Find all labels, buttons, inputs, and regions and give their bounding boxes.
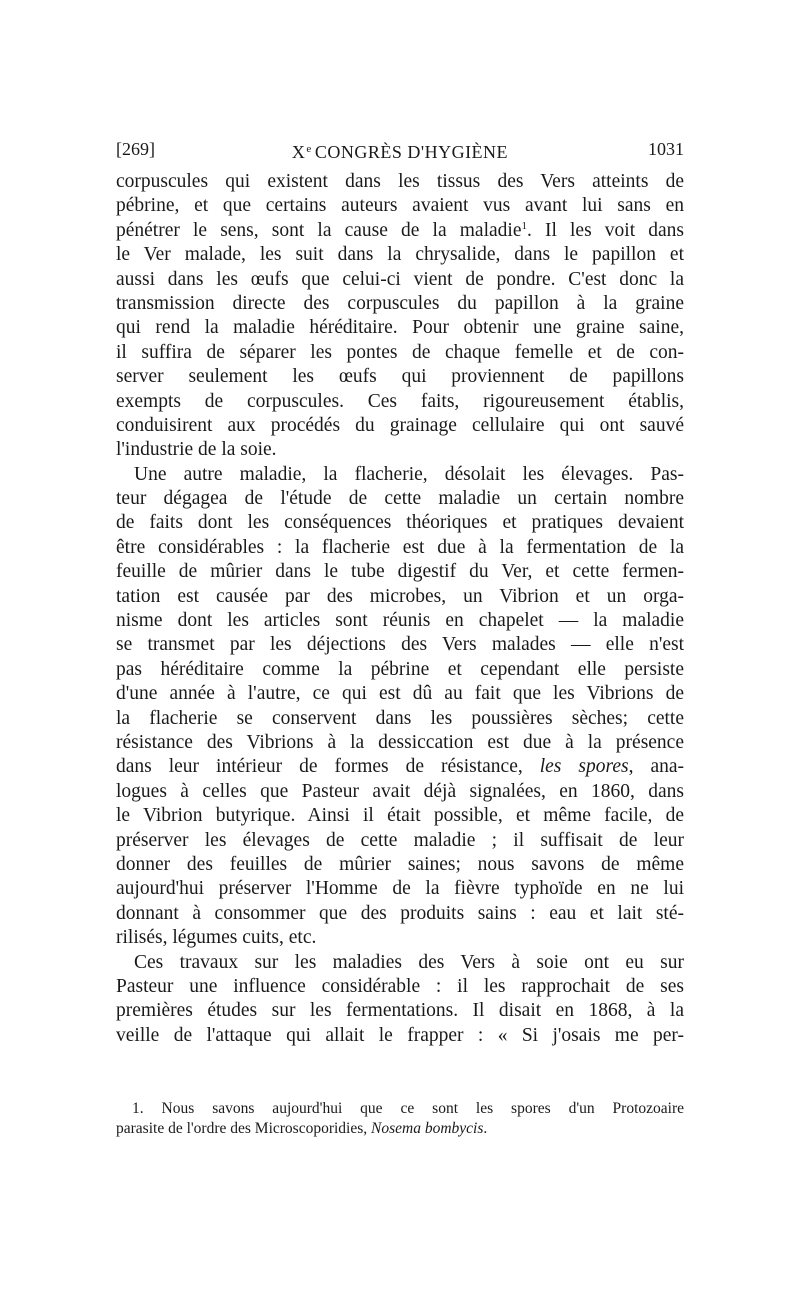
text-line: tation est causée par des microbes, un Vibrion et un orga- [116, 585, 684, 607]
text-line: le Vibrion butyrique. Ainsi il était possible, et même facile, de [116, 805, 684, 827]
text-line: corpuscules qui existent dans les tissus des Vers atteints de [116, 171, 684, 192]
text-line: pas héréditaire comme la pébrine et cependant elle persiste [116, 658, 684, 680]
text-line: veille de l'attaque qui allait le frapper : « Si j'osais me per- [116, 1024, 684, 1046]
text-line: exempts de corpuscules. Ces faits, rigoureusement établis, [116, 390, 684, 412]
text-line: Une autre maladie, la flacherie, désolait les élevages. Pas- [134, 463, 684, 485]
text-line: Pasteur une influence considérable : il les rapprochait de ses [116, 975, 684, 997]
footnote-line [116, 1119, 684, 1139]
footnote-line [116, 1099, 684, 1119]
italic-term: les spores [539, 756, 629, 778]
text-line: qui rend la maladie héréditaire. Pour obtenir une graine saine, [116, 317, 684, 339]
text-line: le Ver malade, les suit dans la chrysalide, dans le papillon et [116, 244, 684, 266]
text-fragment: pénétrer le sens, sont la cause de la maladie [116, 219, 522, 241]
text-line: premières études sur les fermentations. Il disait en 1868, à la [116, 1000, 684, 1022]
text-line: il suffira de séparer les pontes de chaque femelle et de con- [116, 341, 684, 363]
text-line [116, 755, 684, 779]
page-reference: [269] [116, 139, 155, 159]
text-line: aujourd'hui préserver l'Homme de la fièvre typhoïde en ne lui [116, 878, 684, 900]
footnote-text: . [483, 1120, 488, 1137]
text-line: nisme dont les articles sont réunis en chapelet — la maladie [116, 610, 684, 632]
text-line: résistance des Vibrions à la dessiccation est due à la présence [116, 731, 684, 753]
text-line: logues à celles que Pasteur avait déjà signalées, en 1860, dans [116, 780, 684, 802]
text-fragment: dans leur intérieur de formes de résistance, [116, 756, 540, 778]
text-line: transmission directe des corpuscules du papillon à la graine [116, 292, 684, 314]
text-line: de faits dont les conséquences théoriques et pratiques devaient [116, 512, 684, 534]
text-line: feuille de mûrier dans le tube digestif du Ver, et cette fermen- [116, 561, 684, 583]
footnote-text: parasite de l'ordre des Microscoporidies, [116, 1120, 372, 1137]
text-line: server seulement les œufs qui proviennent de papillons [116, 366, 684, 388]
page-number: 1031 [648, 139, 684, 159]
text-fragment: . Il les voit dans [526, 219, 684, 241]
text-line: teur dégagea de l'étude de cette maladie un certain nombre [116, 488, 684, 510]
running-title-text: CONGRÈS D'HYGIÈNE [314, 142, 509, 162]
text-line: pébrine, et que certains auteurs avaient vus avant lui sans en [116, 195, 684, 217]
footnote [116, 1099, 684, 1139]
running-title-prefix: X [291, 142, 306, 162]
text-line: aussi dans les œufs que celui-ci vient de pondre. C'est donc la [116, 268, 684, 290]
footnote-marker: 1 [521, 219, 527, 232]
running-title-superscript: e [306, 143, 312, 155]
text-line: rilisés, légumes cuits, etc. [116, 927, 317, 949]
footnote-text: Nous savons aujourd'hui que ce sont les spores d'un Protozoaire [161, 1100, 684, 1117]
text-line: préserver les élevages de cette maladie ; il suffisait de leur [116, 829, 684, 851]
text-line [116, 219, 684, 243]
italic-term: Nosema bombycis [371, 1120, 484, 1137]
text-line: être considérables : la flacherie est due à la fermentation de la [116, 536, 684, 558]
text-line: Ces travaux sur les maladies des Vers à soie ont eu sur [134, 951, 684, 973]
footnote-number: 1. [132, 1100, 144, 1117]
text-fragment: , ana- [628, 756, 685, 778]
text-line: la flacherie se conservent dans les poussières sèches; cette [116, 707, 684, 729]
running-title [116, 136, 684, 165]
text-line: conduisirent aux procédés du grainage cellulaire qui ont sauvé [116, 414, 684, 436]
text-line: d'une année à l'autre, ce qui est dû au fait que les Vibrions de [116, 683, 684, 705]
text-line: donner des feuilles de mûrier saines; nous savons de même [116, 853, 684, 875]
running-head [116, 136, 684, 162]
body-text [116, 170, 684, 1048]
text-line: donnant à consommer que des produits sains : eau et lait sté- [116, 902, 684, 924]
text-line: se transmet par les déjections des Vers malades — elle n'est [116, 634, 684, 656]
text-line: l'industrie de la soie. [116, 439, 277, 461]
